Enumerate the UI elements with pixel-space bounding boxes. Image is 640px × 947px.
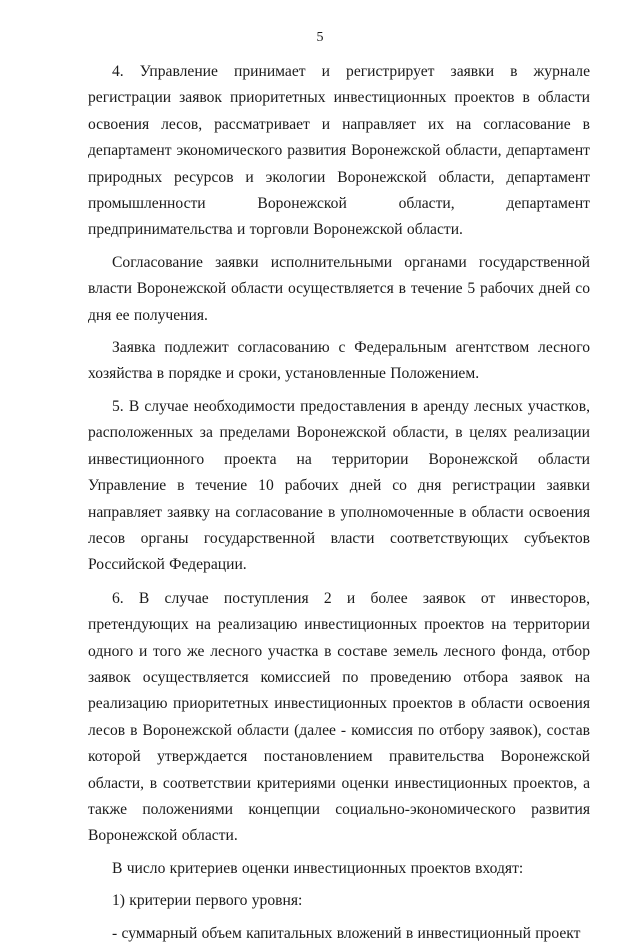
paragraph-approval-term: Согласование заявки исполнительными органами государственной власти Воронежской области осуществляется в течение 5 рабочих дней со дня ее получения. (88, 253, 590, 324)
document-body (88, 59, 590, 947)
paragraph-first-level-criteria: 1) критерии первого уровня: (112, 892, 303, 910)
paragraph-item-5: 5. В случае необходимости предоставления в аренду лесных участков, расположенных за пределами Воронежской области, в целях реализации инвестиционного проекта на территории Воронежской области Управление в течение 10 рабочих дней со дня регистрации заявки направляет заявку на согласование в уполномоченные в области освоения лесов органы государственной власти соответствующих субъектов Российской Федерации. (88, 397, 590, 574)
paragraph-item-6: 6. В случае поступления 2 и более заявок от инвесторов, претендующих на реализацию инвестиционных проектов на территории одного и того же лесного участка в составе земель лесного фонда, отбор заявок осуществляется комиссией по проведению отбора заявок на реализацию приоритетных инвестиционных проектов в области освоения лесов в Воронежской области (далее - комиссия по отбору заявок), состав которой утверждается постановлением правительства Воронежской области, в соответствии критериями оценки инвестиционных проектов, а также положениями концепции социально-экономического развития Воронежской области. (88, 589, 590, 845)
paragraph-criteria-intro: В число критериев оценки инвестиционных проектов входят: (112, 859, 524, 877)
page-number: 5 (316, 30, 324, 45)
paragraph-item-4: 4. Управление принимает и регистрирует заявки в журнале регистрации заявок приоритетных инвестиционных проектов в области освоения лесов, рассматривает и направляет их на согласование в департамент экономического развития Воронежской области, департамент природных ресурсов и экологии Воронежской области, департамент промышленности Воронежской области, департамент предпринимательства и торговли Воронежской области. (88, 63, 590, 239)
paragraph-capital-investment: - суммарный объем капитальных вложений в инвестиционный проект (112, 924, 581, 942)
paragraph-federal-agency: Заявка подлежит согласованию с Федеральным агентством лесного хозяйства в порядке и сроки, установленные Положением. (88, 339, 590, 383)
